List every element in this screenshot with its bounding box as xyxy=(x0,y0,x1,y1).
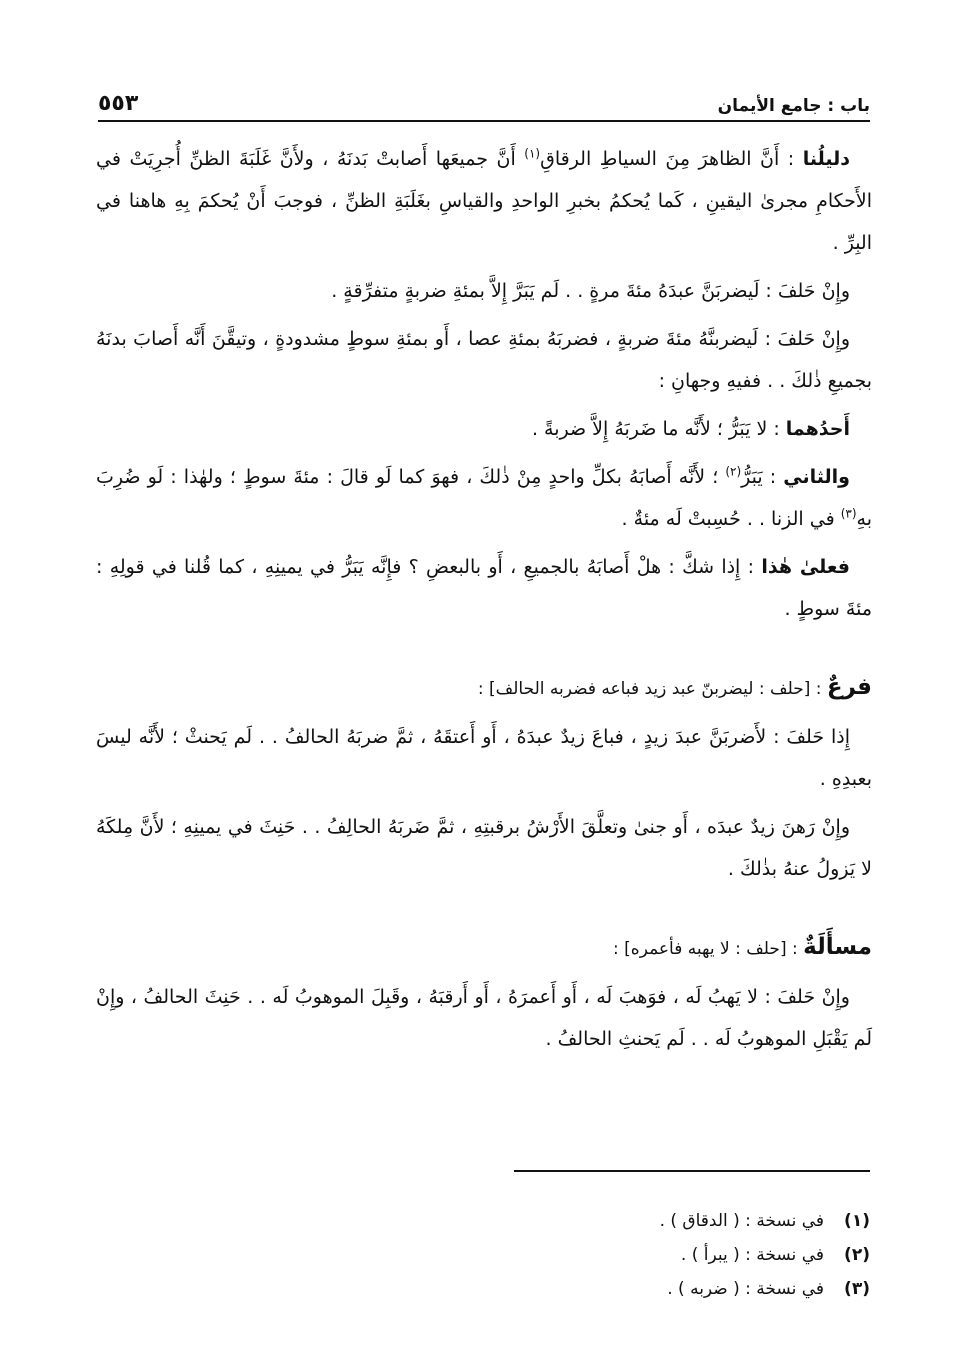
paragraph: وإِنْ حَلفَ : لَيضربَنَّ عبدَهُ مئةَ مرةٍ . . لَم يَبَرَّ إِلاَّ بمئةِ ضربةٍ متفرِّقةٍ . xyxy=(331,280,850,302)
paragraph-text: : لا يَبَرُّ ؛ لأَنَّه ما ضَربَهُ إِلاَّ ضربةً . xyxy=(531,418,786,440)
footnote-number: (٢) xyxy=(844,1245,870,1265)
section-heading-masala xyxy=(96,926,872,970)
footnotes xyxy=(370,1204,870,1306)
paragraph-lead: فعلىٰ هٰذا xyxy=(761,556,850,578)
paragraph-text: : أَنَّ الظاهرَ مِنَ السياطِ الرقاقِ xyxy=(540,148,803,170)
paragraph-text: : إِذا شكَّ : هلْ أَصابَهُ بالجميعِ ، أَو بالبعضِ ؟ فإِنَّه يَبَرُّ في يمينِهِ ، كما قُلنا في قولِهِ : مئةَ سوطٍ . xyxy=(96,556,872,620)
paragraph-lead: دليلُنا xyxy=(802,148,851,170)
footnote-text: في نسخة : ( يبرأ ) . xyxy=(680,1245,824,1265)
section-gap xyxy=(96,636,872,666)
section-heading-far xyxy=(96,666,872,710)
paragraph-second-view xyxy=(96,456,872,540)
paragraph-text: ؛ لأَنَّه أَصابَهُ بكلِّ واحدٍ مِنْ ذٰلكَ ، فهوَ كما لَو قالَ : مئةَ سوطٍ ؛ ولهٰذا : لَو ضُرِبَ بهِ xyxy=(96,466,872,530)
footnote xyxy=(370,1272,870,1306)
page-number: ٥٥٣ xyxy=(98,91,139,116)
paragraph: وإِنْ رَهنَ زيدٌ عبدَه ، أَو جنىٰ وتعلَّقَ الأَرْشُ برقبتِهِ ، ثمَّ ضَربَهُ الحالِفُ . . حَنِثَ في يمينِهِ ؛ لأَنَّ مِلكَهُ لا يَزولُ عنهُ بذٰلكَ . xyxy=(96,816,872,880)
footnote-ref[interactable]: (٢) xyxy=(725,464,742,479)
paragraph-first-view xyxy=(96,408,872,450)
paragraph: إِذا حَلفَ : لأَضربَنَّ عبدَ زيدٍ ، فباعَ زيدٌ عبدَهُ ، أَو أَعتقَهُ ، ثمَّ ضربَهُ الحالفُ . . لَم يَحنثْ ؛ لأَنَّه ليسَ بعبدِهِ . xyxy=(96,726,872,790)
section-heading-text: : [حلف : ليضربنّ عبد زيد فباعه فضربه الحالف] : xyxy=(477,679,827,699)
footnote-number: (١) xyxy=(844,1211,870,1231)
footnote-ref[interactable]: (١) xyxy=(524,146,541,161)
footnote-number: (٣) xyxy=(844,1279,870,1299)
paragraph-consequence xyxy=(96,546,872,630)
main-text xyxy=(96,138,872,1066)
paragraph-lead: أَحدُهما xyxy=(785,418,850,440)
footnote xyxy=(370,1238,870,1272)
footnote-ref[interactable]: (٣) xyxy=(840,506,857,521)
section-gap xyxy=(96,896,872,926)
running-title: باب : جامع الأيمان xyxy=(717,96,870,116)
paragraph-text: : يَبَرُّ xyxy=(741,466,784,488)
section-heading-label: فرعٌ xyxy=(826,674,872,700)
paragraph: وإِنْ حَلفَ : لا يَهبُ لَه ، فوَهبَ لَه ، أَو أَعمرَهُ ، أَو أَرقبَهُ ، وقَبِلَ الموهوبُ لَه . . حَنِثَ الحالفُ ، وإِنْ لَم يَقْبَلِ الموهوبُ لَه . . لَم يَحنثِ الحالفُ . xyxy=(96,986,872,1050)
footnote-text: في نسخة : ( الدقاق ) . xyxy=(659,1211,824,1231)
page-header xyxy=(98,82,870,122)
footnote-text: في نسخة : ( ضربه ) . xyxy=(667,1279,824,1299)
footnote-divider xyxy=(514,1170,870,1172)
paragraph: وإِنْ حَلفَ : لَيضربنَّهُ مئةَ ضربةٍ ، فضربَهُ بمئةِ عصا ، أَو بمئةِ سوطٍ مشدودةٍ ، وتيقَّنَ أَنَّه أَصابَ بدنَهُ بجميعِ ذٰلكَ . . ففيهِ وجهانِ : xyxy=(96,328,872,392)
footnote xyxy=(370,1204,870,1238)
paragraph-text: في الزنا . . حُسِبتْ لَه مئةٌ . xyxy=(621,508,841,530)
paragraph-text: أَنَّ جميعَها أَصابتْ بَدنَهُ ، ولأَنَّ غَلَبَةَ الظنِّ أُجرِيَتْ في الأَحكامِ مجرىٰ اليقينِ ، كَما يُحكمُ بخبرِ الواحدِ والقياسِ بغَلَبَةِ الظنِّ ، فوجبَ أَنْ يُحكمَ بِهِ هاهنا في البِرِّ . xyxy=(96,148,872,254)
paragraph-evidence xyxy=(96,138,872,264)
section-heading-label: مسأَلَةٌ xyxy=(803,934,872,960)
section-heading-text: : [حلف : لا يهبه فأعمره] : xyxy=(613,939,804,959)
paragraph-lead: والثاني xyxy=(783,466,850,488)
